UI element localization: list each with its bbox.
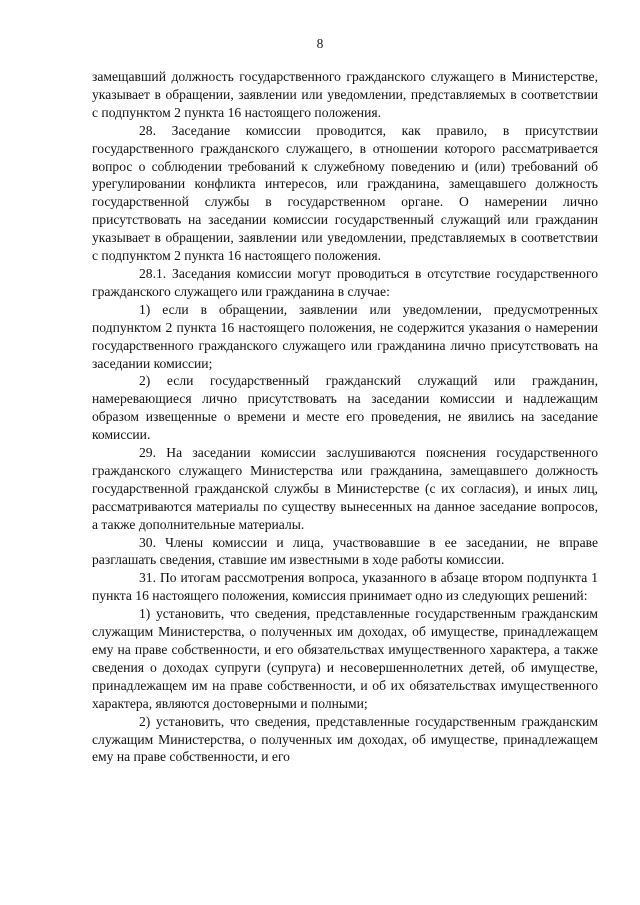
paragraph-28-1-item-1: 1) если в обращении, заявлении или уведомлении, предусмотренных подпунктом 2 пункта 16 настоящего положения, не содержится указания о намерении государственного гражданского служащего или гражданина лично присутствовать на заседании комиссии; xyxy=(92,301,598,371)
paragraph-28: 28. Заседание комиссии проводится, как правило, в присутствии государственного гражданского служащего, в отношении которого рассматривается вопрос о соблюдении требований к служебному поведению и (или) требований об урегулировании конфликта интересов, или гражданина, замещавшего должность государственной службы в государственном органе. О намерении лично присутствовать на заседании комиссии государственный служащий или гражданин указывает в обращении, заявлении или уведомлении, представляемых в соответствии с подпунктом 2 пункта 16 настоящего положения. xyxy=(92,122,598,264)
paragraph-28-1-item-2: 2) если государственный гражданский служащий или гражданин, намеревающиеся лично присутствовать на заседании комиссии и надлежащим образом извещенные о времени и месте его проведения, не явились на заседание комиссии. xyxy=(92,373,598,443)
paragraph-31-item-2: 2) установить, что сведения, представленные государственным гражданским служащим Министерства, о полученных им доходах, об имуществе, принадлежащем ему на праве собственности, и его xyxy=(92,713,598,765)
paragraph-29: 29. На заседании комиссии заслушиваются пояснения государственного гражданского служащего Министерства или гражданина, замещавшего должность государственной гражданской службы в Министерстве (с их согласия), и иных лиц, рассматриваются материалы по существу вынесенных на данное заседание вопросов, а также дополнительные материалы. xyxy=(92,445,598,532)
paragraph-31-item-1: 1) установить, что сведения, представленные государственным гражданским служащим Министерства, о полученных им доходах, об имуществе, принадлежащем ему на праве собственности, и его обязательствах имущественного характера, а также сведения о доходах супруги (супруга) и несовершеннолетних детей, об имуществе, принадлежащем им на праве собственности, и об их обязательствах имущественного характера, являются достоверными и полными; xyxy=(92,606,598,711)
document-body xyxy=(92,68,598,766)
page-number: 8 xyxy=(316,36,324,51)
paragraph-continuation: замещавший должность государственного гражданского служащего в Министерстве, указывает в обращении, заявлении или уведомлении, представляемых в соответствии с подпунктом 2 пункта 16 настоящего положения. xyxy=(92,69,598,120)
paragraph-30: 30. Члены комиссии и лица, участвовавшие в ее заседании, не вправе разглашать сведения, ставшие им известными в ходе работы комиссии. xyxy=(92,534,598,568)
paragraph-31: 31. По итогам рассмотрения вопроса, указанного в абзаце втором подпункта 1 пункта 16 настоящего положения, комиссия принимает одно из следующих решений: xyxy=(92,570,598,604)
paragraph-28-1: 28.1. Заседания комиссии могут проводиться в отсутствие государственного гражданского служащего или гражданина в случае: xyxy=(92,265,598,299)
